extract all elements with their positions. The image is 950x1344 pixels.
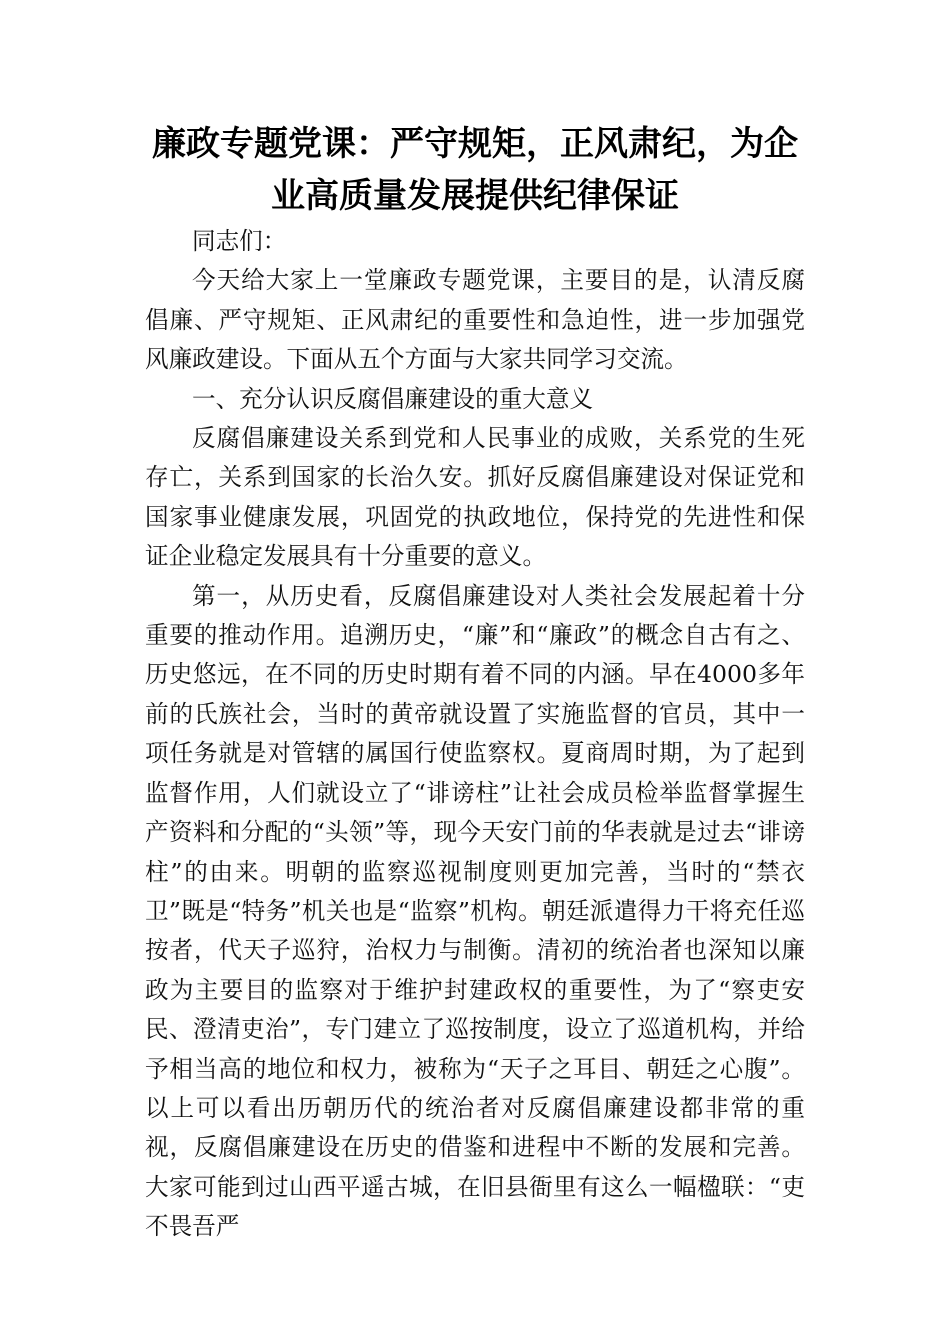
document-body bbox=[145, 222, 805, 1247]
section-heading-1: 一、充分认识反腐倡廉建设的重大意义 bbox=[192, 384, 594, 413]
paragraph-history: 第一，从历史看，反腐倡廉建设对人类社会发展起着十分重要的推动作用。追溯历史，“廉”和“廉政”的概念自古有之、历史悠远，在不同的历史时期有着不同的内涵。早在4000多年前的氏族社会，当时的黄帝就设置了实施监督的官员，其中一项任务就是对管辖的属国行使监察权。夏商周时期，为了起到监督作用，人们就设立了“诽谤柱”让社会成员检举监督掌握生产资料和分配的“头领”等，现今天安门前的华表就是过去“诽谤柱”的由来。明朝的监察巡视制度则更加完善，当时的“禁衣卫”既是“特务”机关也是“监察”机构。朝廷派遣得力干将充任巡按者，代天子巡狩，治权力与制衡。清初的统治者也深知以廉政为主要目的监察对于维护封建政权的重要性，为了“察吏安民、澄清吏治”，专门建立了巡按制度，设立了巡道机构，并给予相当高的地位和权力，被称为“天子之耳目、朝廷之心腹”。以上可以看出历朝历代的统治者对反腐倡廉建设都非常的重视，反腐倡廉建设在历史的借鉴和进程中不断的发展和完善。大家可能到过山西平遥古城，在旧县衙里有这么一幅楹联：“吏不畏吾严 bbox=[145, 581, 805, 1241]
salutation: 同志们： bbox=[192, 227, 287, 255]
document-title: 廉政专题党课：严守规矩，正风肃纪，为企业高质量发展提供纪律保证 bbox=[152, 124, 798, 216]
paragraph-significance: 反腐倡廉建设关系到党和人民事业的成败，关系党的生死存亡，关系到国家的长治久安。抓好反腐倡廉建设对保证党和国家事业健康发展，巩固党的执政地位，保持党的先进性和保证企业稳定发展具有十分重要的意义。 bbox=[145, 424, 805, 571]
paragraph-intro: 今天给大家上一堂廉政专题党课，主要目的是，认清反腐倡廉、严守规矩、正风肃纪的重要性和急迫性，进一步加强党风廉政建设。下面从五个方面与大家共同学习交流。 bbox=[145, 266, 805, 374]
